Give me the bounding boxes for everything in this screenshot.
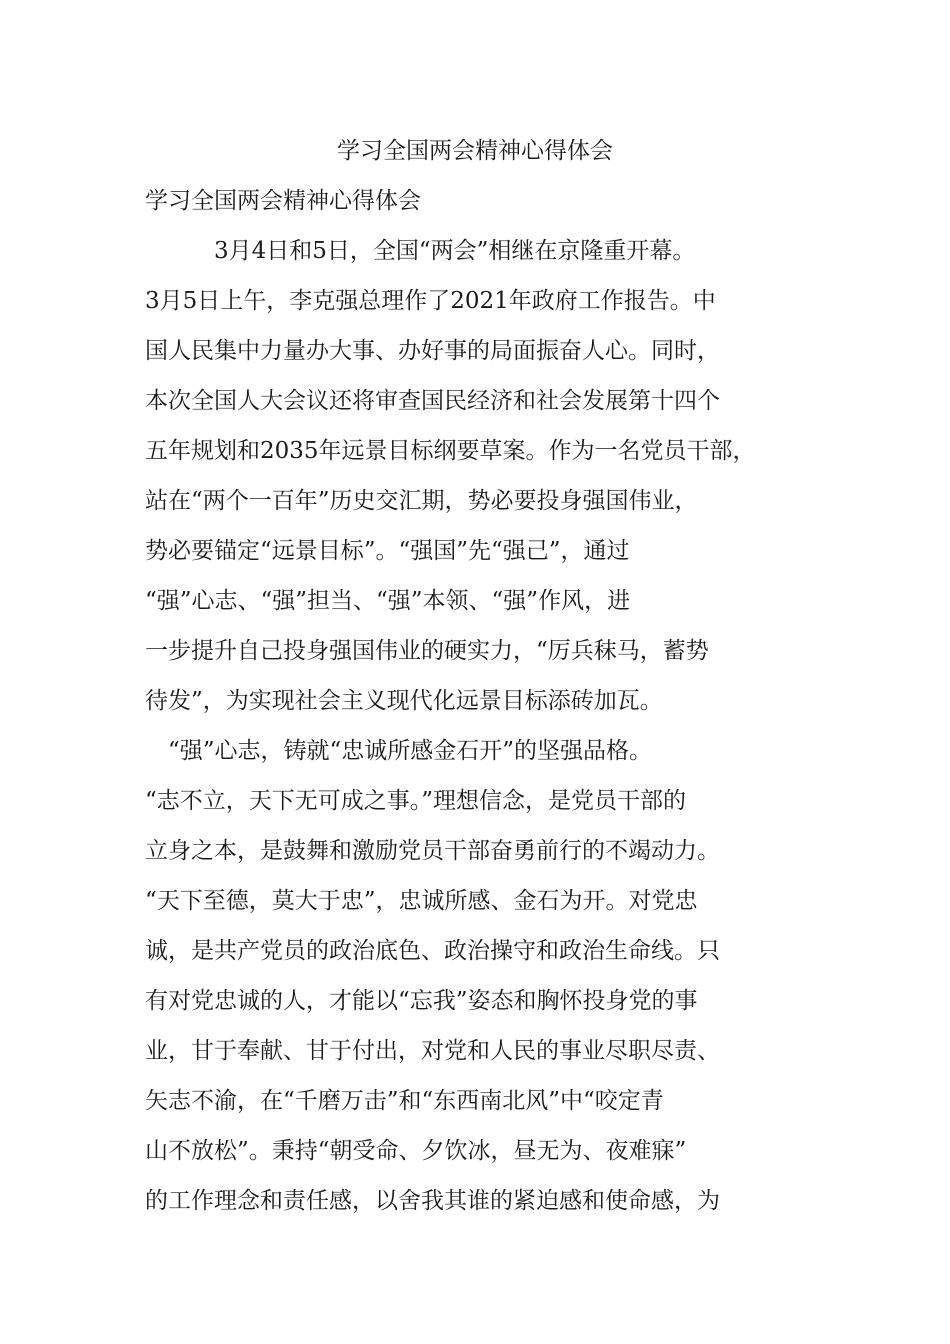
text-line: 站在“两个一百年”历史交汇期，势必要投身强国伟业， bbox=[145, 488, 698, 514]
page-title: 学习全国两会精神心得体会 bbox=[337, 138, 613, 164]
document-subtitle: 学习全国两会精神心得体会 bbox=[145, 188, 421, 214]
text-line: “强”心志，铸就“忠诚所感金石开”的坚强品格。 bbox=[145, 738, 653, 764]
text-line: 一步提升自己投身强国伟业的硬实力，“厉兵秣马，蓄势 bbox=[145, 638, 709, 664]
text-line: 有对党忠诚的人，才能以“忘我”姿态和胸怀投身党的事 bbox=[145, 988, 698, 1014]
text-line: “强”心志、“强”担当、“强”本领、“强”作风，进 bbox=[145, 588, 631, 614]
text-line: 势必要锚定“远景目标”。“强国”先“强己”，通过 bbox=[145, 538, 630, 564]
text-line: 五年规划和2035年远景目标纲要草案。作为一名党员干部， bbox=[145, 438, 756, 464]
text-line: 本次全国人大会议还将审查国民经济和社会发展第十四个 bbox=[145, 388, 720, 414]
text-line: 矢志不渝，在“千磨万击”和“东西南北风”中“咬定青 bbox=[145, 1088, 664, 1114]
text-line: 国人民集中力量办大事、办好事的局面振奋人心。同时， bbox=[145, 338, 720, 364]
text-line: 3月5日上午，李克强总理作了2021年政府工作报告。中 bbox=[145, 288, 716, 314]
text-line: 诚，是共产党员的政治底色、政治操守和政治生命线。只 bbox=[145, 938, 720, 964]
text-line: “志不立，天下无可成之事。”理想信念，是党员干部的 bbox=[145, 788, 687, 814]
text-line: 的工作理念和责任感，以舍我其谁的紧迫感和使命感，为 bbox=[145, 1188, 720, 1214]
text-line: 待发”，为实现社会主义现代化远景目标添砖加瓦。 bbox=[145, 688, 663, 714]
text-line: 3月4日和5日，全国“两会”相继在京隆重开幕。 bbox=[145, 238, 696, 264]
text-line: 山不放松”。秉持“朝受命、夕饮冰，昼无为、夜难寐” bbox=[145, 1138, 687, 1164]
text-line: 业，甘于奉献、甘于付出，对党和人民的事业尽职尽责、 bbox=[145, 1038, 720, 1064]
text-line: “天下至德，莫大于忠”，忠诚所感、金石为开。对党忠 bbox=[145, 888, 698, 914]
text-line: 立身之本，是鼓舞和激励党员干部奋勇前行的不竭动力。 bbox=[145, 838, 720, 864]
